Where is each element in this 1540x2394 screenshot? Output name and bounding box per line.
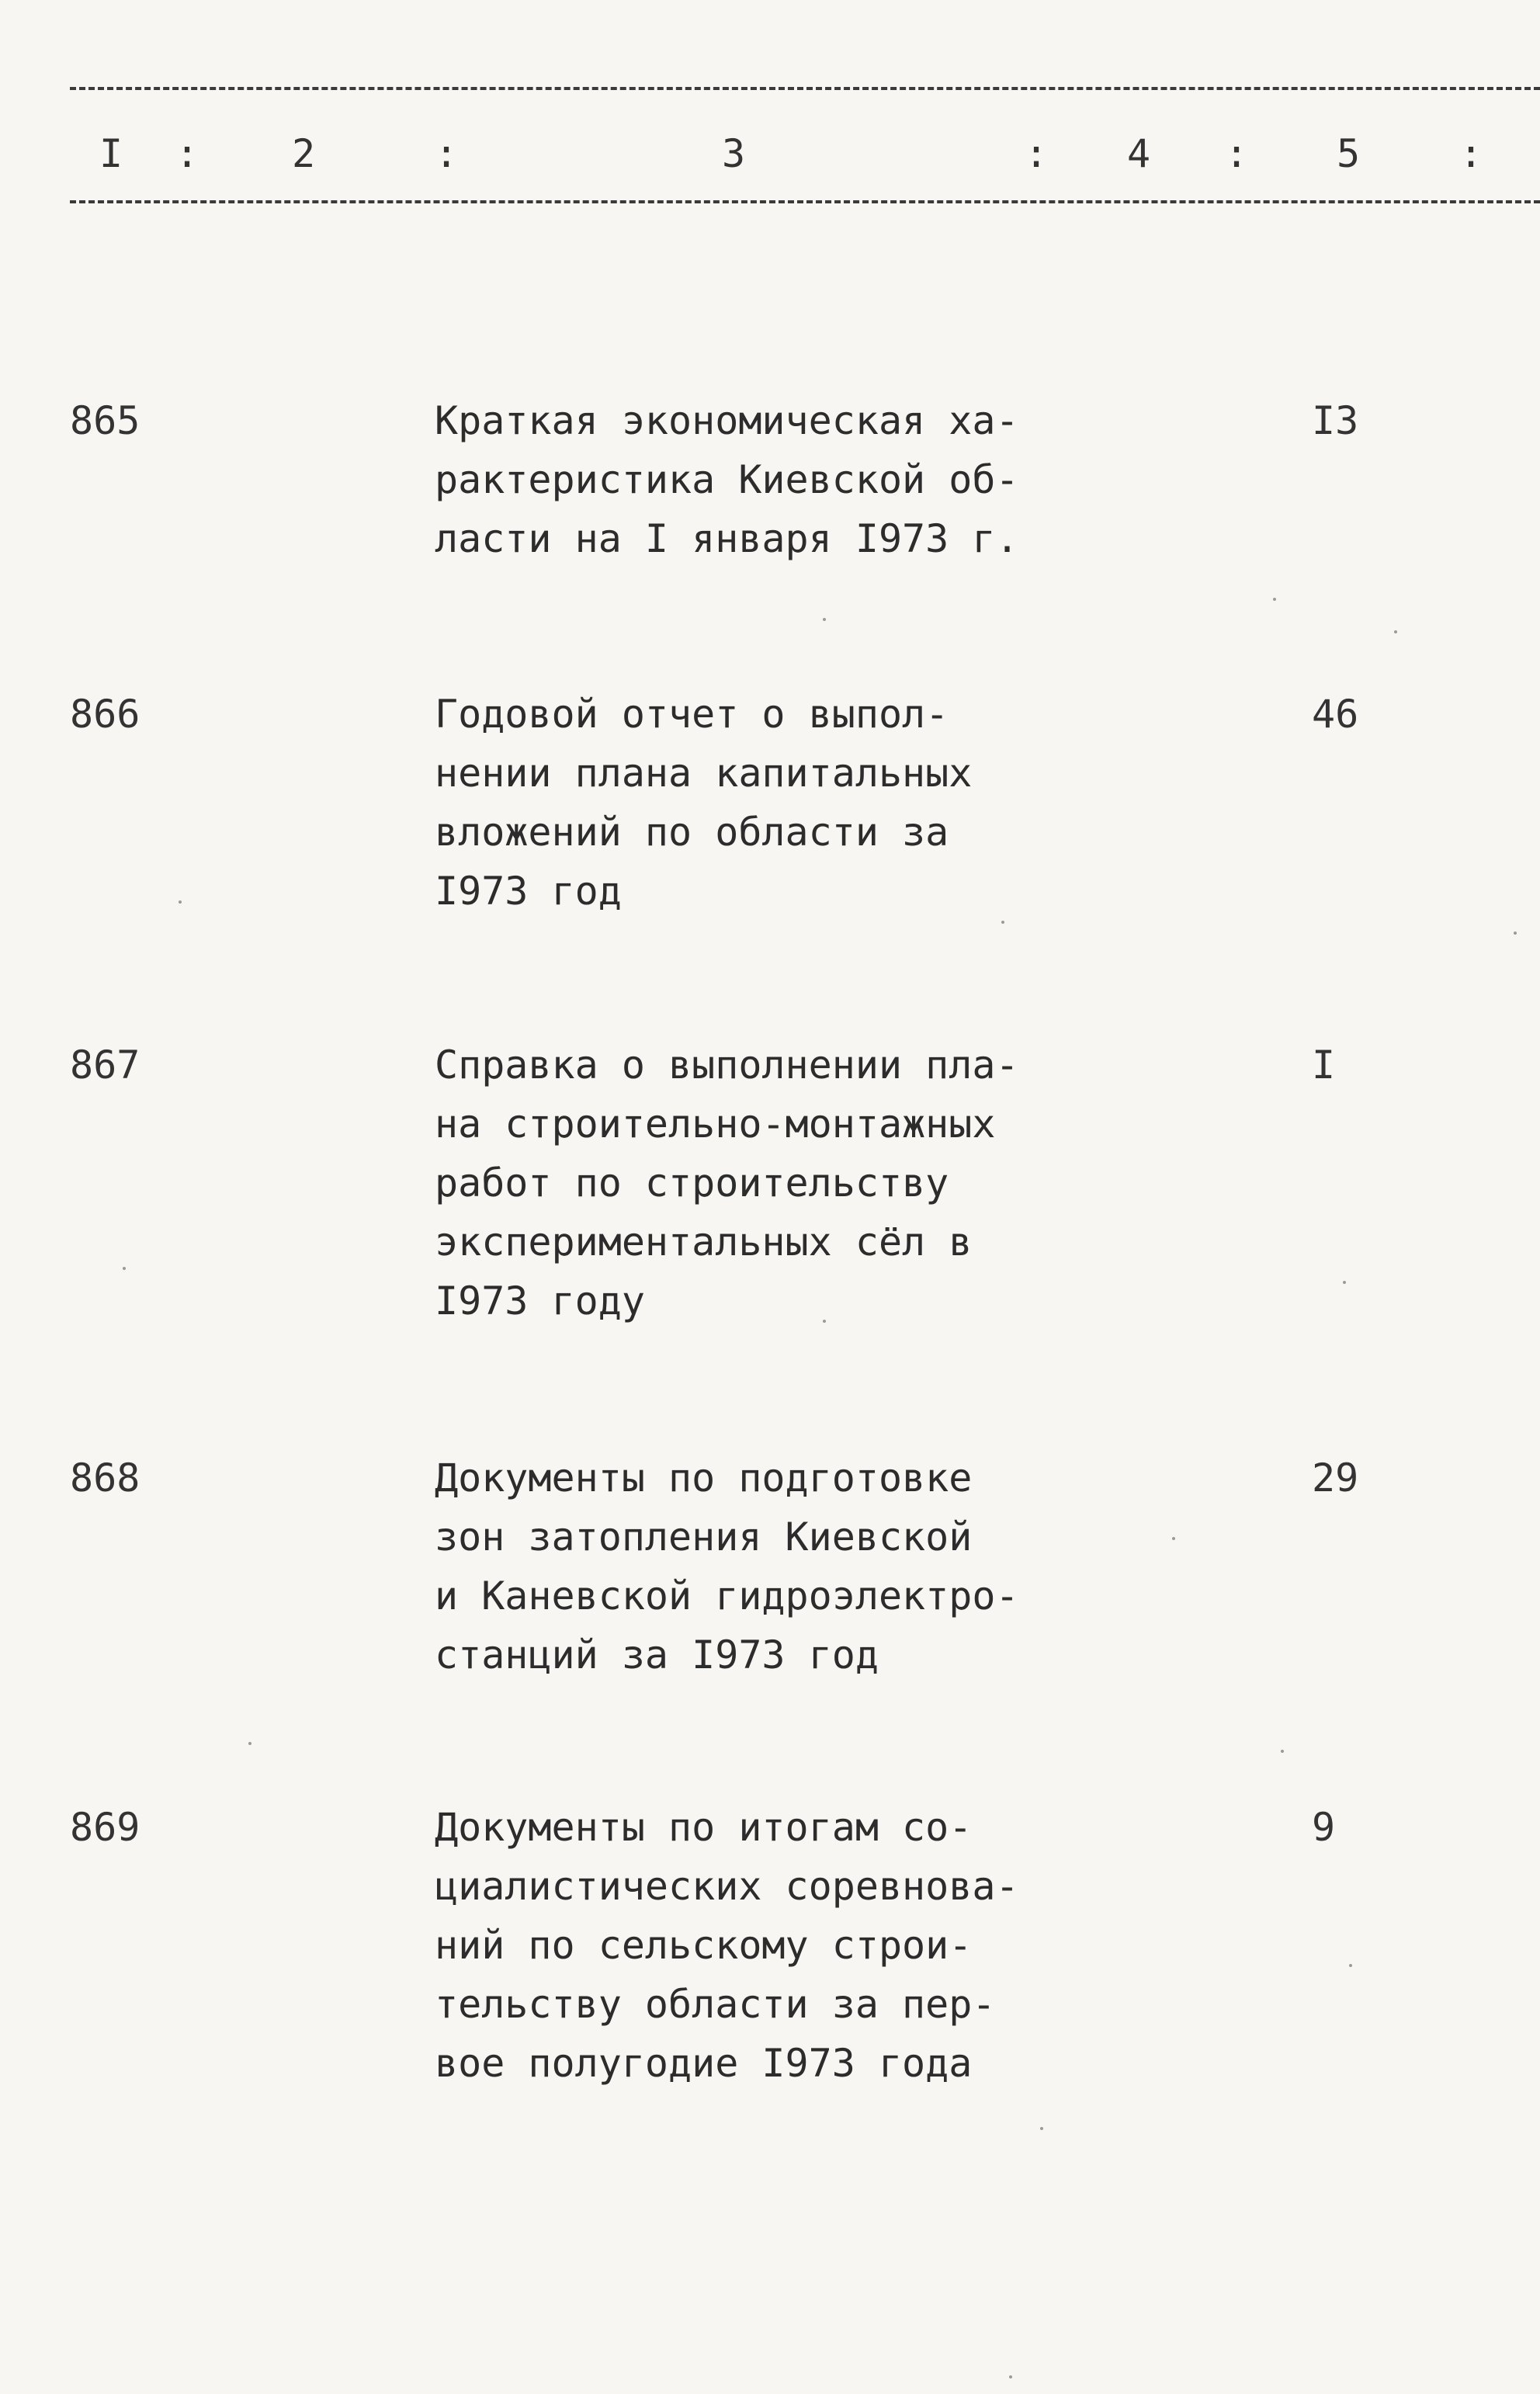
row-title: Справка о выполнении пла- на строительно-монтажных работ по строительству экспериментальных сёл в I973 году xyxy=(435,1043,1019,1324)
scan-speck xyxy=(248,1742,251,1745)
row-title: Краткая экономическая ха- рактеристика Киевской об- ласти на I января I973 г. xyxy=(435,398,1019,561)
row-sheet-count: I xyxy=(1312,1043,1336,1088)
row-number: 868 xyxy=(70,1455,140,1501)
row-title: Документы по подготовке зон затопления Киевской и Каневской гидроэлектро- станций за I973 год xyxy=(435,1455,1019,1678)
row-sheet-count: 46 xyxy=(1312,692,1359,737)
row-sheet-count: I3 xyxy=(1312,398,1359,443)
row-number: 865 xyxy=(70,398,140,443)
column-separator: : xyxy=(1025,131,1049,176)
scan-speck xyxy=(1349,1964,1352,1967)
column-separator: : xyxy=(1225,131,1249,176)
row-sheet-count: 29 xyxy=(1312,1455,1359,1501)
scan-speck xyxy=(823,618,826,621)
column-number-2: 2 xyxy=(292,131,316,176)
column-number-5: 5 xyxy=(1337,131,1361,176)
row-title: Годовой отчет о выпол- нении плана капитальных вложений по области за I973 год xyxy=(435,692,973,914)
column-number-4: 4 xyxy=(1127,131,1151,176)
header-bottom-rule xyxy=(70,200,1540,203)
scan-speck xyxy=(1394,630,1397,633)
column-separator: : xyxy=(1459,131,1483,176)
row-title: Документы по итогам со- циалистических соревнова- ний по сельскому строи- тельству области за пер- вое полугодие I973 года xyxy=(435,1805,1019,2086)
column-number-1: I xyxy=(99,131,123,176)
scan-speck xyxy=(1009,2375,1012,2378)
scan-speck xyxy=(1040,2127,1043,2130)
scan-speck xyxy=(1172,1537,1175,1540)
scan-speck xyxy=(1343,1281,1346,1284)
row-sheet-count: 9 xyxy=(1312,1805,1336,1850)
scan-speck xyxy=(1281,1750,1284,1753)
scan-speck xyxy=(1514,932,1517,935)
column-number-3: 3 xyxy=(722,131,746,176)
scan-speck xyxy=(1001,921,1004,924)
scan-speck xyxy=(823,1320,826,1323)
column-separator: : xyxy=(435,131,459,176)
row-number: 867 xyxy=(70,1043,140,1088)
header-top-rule xyxy=(70,87,1540,90)
row-number: 869 xyxy=(70,1805,140,1850)
column-separator: : xyxy=(175,131,199,176)
scan-speck xyxy=(179,900,182,904)
row-number: 866 xyxy=(70,692,140,737)
scan-speck xyxy=(123,1267,126,1270)
scan-speck xyxy=(1273,598,1276,601)
